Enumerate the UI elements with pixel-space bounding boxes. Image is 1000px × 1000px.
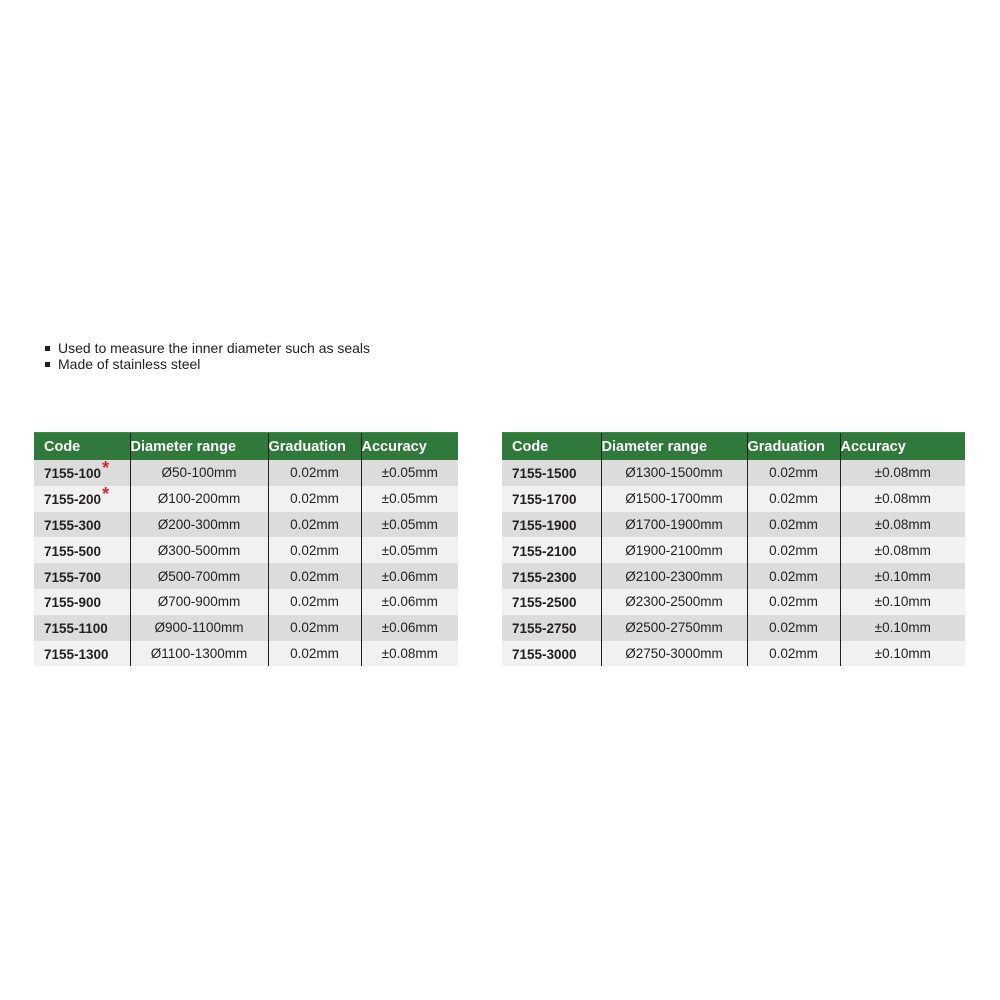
cell-diameter-range: Ø1500-1700mm — [601, 486, 747, 512]
column-header-diameter: Diameter range — [130, 433, 268, 461]
cell-code — [34, 486, 130, 512]
cell-accuracy: ±0.05mm — [361, 460, 458, 486]
code-text: 7155-2500 — [512, 595, 577, 611]
column-header-accuracy: Accuracy — [840, 433, 965, 461]
feature-item — [45, 356, 370, 372]
column-header-graduation: Graduation — [268, 433, 361, 461]
table-row — [502, 615, 965, 641]
cell-code — [34, 589, 130, 615]
table-row — [34, 589, 458, 615]
cell-accuracy: ±0.06mm — [361, 615, 458, 641]
table-row — [502, 641, 965, 667]
table-row — [502, 460, 965, 486]
asterisk-mark: * — [102, 484, 110, 505]
cell-code — [502, 460, 601, 486]
code-text: 7155-2300 — [512, 569, 577, 585]
cell-graduation: 0.02mm — [747, 615, 840, 641]
spec-table-right — [502, 432, 965, 666]
feature-text: Used to measure the inner diameter such as seals — [58, 340, 371, 356]
cell-diameter-range: Ø1700-1900mm — [601, 512, 747, 538]
spec-table-left — [34, 432, 458, 666]
cell-graduation: 0.02mm — [268, 589, 361, 615]
table-row — [502, 486, 965, 512]
cell-accuracy: ±0.06mm — [361, 563, 458, 589]
cell-diameter-range: Ø2100-2300mm — [601, 563, 747, 589]
table-header-row — [502, 433, 965, 461]
cell-code — [502, 641, 601, 667]
table-row — [34, 460, 458, 486]
code-text: 7155-1900 — [512, 517, 577, 533]
cell-graduation: 0.02mm — [268, 641, 361, 667]
table-row — [34, 512, 458, 538]
cell-graduation: 0.02mm — [747, 589, 840, 615]
cell-diameter-range: Ø1300-1500mm — [601, 460, 747, 486]
feature-list — [45, 340, 370, 372]
cell-accuracy: ±0.10mm — [840, 589, 965, 615]
asterisk-mark: * — [102, 458, 110, 479]
column-header-diameter: Diameter range — [601, 433, 747, 461]
cell-graduation: 0.02mm — [268, 563, 361, 589]
feature-item — [45, 340, 370, 356]
cell-code — [502, 615, 601, 641]
cell-diameter-range: Ø2300-2500mm — [601, 589, 747, 615]
bullet-icon — [45, 346, 50, 351]
cell-code — [34, 563, 130, 589]
cell-diameter-range: Ø200-300mm — [130, 512, 268, 538]
cell-graduation: 0.02mm — [747, 512, 840, 538]
code-text: 7155-1300 — [44, 646, 109, 662]
cell-diameter-range: Ø100-200mm — [130, 486, 268, 512]
code-text: 7155-700 — [44, 569, 102, 585]
cell-accuracy: ±0.06mm — [361, 589, 458, 615]
cell-graduation: 0.02mm — [747, 537, 840, 563]
cell-graduation: 0.02mm — [747, 460, 840, 486]
cell-diameter-range: Ø1100-1300mm — [130, 641, 268, 667]
table-row — [34, 537, 458, 563]
table-row — [502, 589, 965, 615]
cell-graduation: 0.02mm — [268, 615, 361, 641]
cell-graduation: 0.02mm — [747, 563, 840, 589]
code-text: 7155-500 — [44, 543, 102, 559]
table-header-row — [34, 433, 458, 461]
cell-diameter-range: Ø500-700mm — [130, 563, 268, 589]
table-row — [34, 615, 458, 641]
cell-graduation: 0.02mm — [747, 486, 840, 512]
cell-graduation: 0.02mm — [747, 641, 840, 667]
cell-diameter-range: Ø700-900mm — [130, 589, 268, 615]
cell-accuracy: ±0.08mm — [840, 486, 965, 512]
table-body — [34, 460, 458, 666]
cell-accuracy: ±0.05mm — [361, 486, 458, 512]
cell-graduation: 0.02mm — [268, 537, 361, 563]
code-text: 7155-2100 — [512, 543, 577, 559]
cell-accuracy: ±0.08mm — [361, 641, 458, 667]
bullet-icon — [45, 362, 50, 367]
code-text: 7155-1100 — [44, 621, 108, 637]
cell-diameter-range: Ø900-1100mm — [130, 615, 268, 641]
cell-accuracy: ±0.10mm — [840, 615, 965, 641]
cell-diameter-range: Ø300-500mm — [130, 537, 268, 563]
cell-code — [34, 512, 130, 538]
cell-accuracy: ±0.05mm — [361, 512, 458, 538]
table-row — [34, 486, 458, 512]
cell-accuracy: ±0.08mm — [840, 460, 965, 486]
code-text: 7155-1500 — [512, 466, 577, 482]
cell-code — [502, 589, 601, 615]
cell-code — [34, 615, 130, 641]
column-header-accuracy: Accuracy — [361, 433, 458, 461]
feature-text: Made of stainless steel — [58, 356, 201, 372]
column-header-graduation: Graduation — [747, 433, 840, 461]
code-text: 7155-1700 — [512, 492, 577, 508]
cell-accuracy: ±0.08mm — [840, 537, 965, 563]
cell-diameter-range: Ø50-100mm — [130, 460, 268, 486]
table-row — [34, 563, 458, 589]
table-row — [502, 512, 965, 538]
cell-code — [34, 537, 130, 563]
cell-diameter-range: Ø2750-3000mm — [601, 641, 747, 667]
cell-code — [34, 641, 130, 667]
code-text: 7155-300 — [44, 517, 102, 533]
cell-accuracy: ±0.08mm — [840, 512, 965, 538]
cell-accuracy: ±0.05mm — [361, 537, 458, 563]
table-row — [502, 563, 965, 589]
table-row — [502, 537, 965, 563]
code-text: 7155-200 — [44, 492, 102, 508]
column-header-code: Code — [502, 433, 601, 461]
code-text: 7155-900 — [44, 595, 102, 611]
cell-accuracy: ±0.10mm — [840, 563, 965, 589]
column-header-code: Code — [34, 433, 130, 461]
code-text: 7155-100 — [44, 466, 102, 482]
table-body — [502, 460, 965, 666]
cell-graduation: 0.02mm — [268, 512, 361, 538]
cell-graduation: 0.02mm — [268, 486, 361, 512]
table-row — [34, 641, 458, 667]
cell-graduation: 0.02mm — [268, 460, 361, 486]
code-text: 7155-3000 — [512, 646, 577, 662]
cell-accuracy: ±0.10mm — [840, 641, 965, 667]
cell-diameter-range: Ø1900-2100mm — [601, 537, 747, 563]
cell-diameter-range: Ø2500-2750mm — [601, 615, 747, 641]
code-text: 7155-2750 — [512, 621, 577, 637]
cell-code — [502, 563, 601, 589]
cell-code — [502, 537, 601, 563]
cell-code — [502, 486, 601, 512]
cell-code — [34, 460, 130, 486]
cell-code — [502, 512, 601, 538]
